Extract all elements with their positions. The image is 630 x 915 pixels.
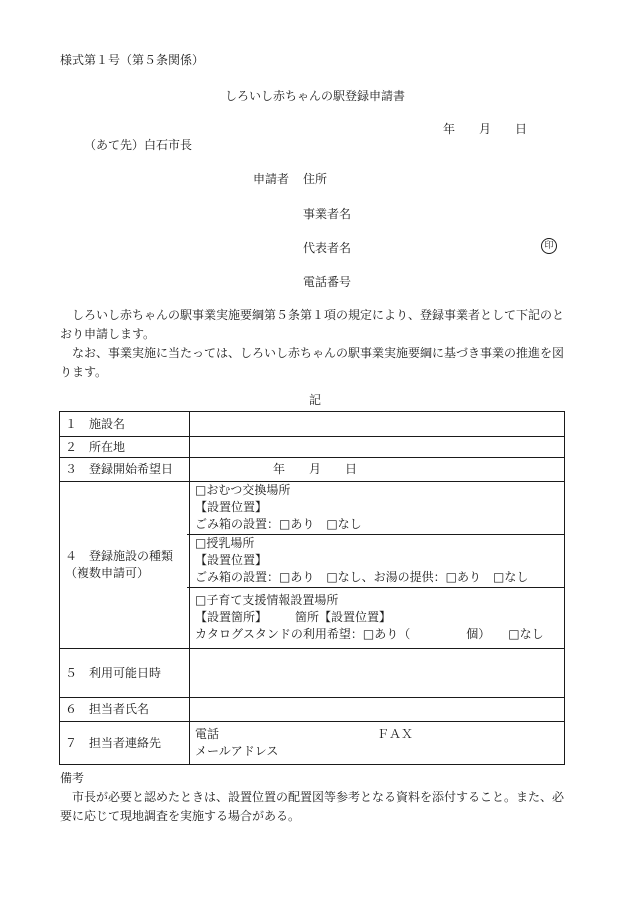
contact-name-field[interactable] bbox=[190, 698, 565, 722]
contact-info-label: ７ 担当者連絡先 bbox=[60, 722, 190, 765]
start-date-field[interactable] bbox=[190, 458, 565, 482]
start-date-text: 年 月 日 bbox=[273, 462, 358, 477]
phone-label: 電話番号 bbox=[303, 275, 352, 289]
body-paragraph-1: しろいし赤ちゃんの駅事業実施要綱第５条第１項の規定により、登録事業者として下記のとおり申請します。 bbox=[60, 308, 565, 341]
applicant-label: 申請者 bbox=[253, 172, 290, 186]
info-section bbox=[187, 588, 564, 648]
facility-name-label: １ 施設名 bbox=[60, 412, 190, 437]
document-title: しろいし赤ちゃんの駅登録申請書 bbox=[224, 89, 405, 103]
table-row-available-hours bbox=[60, 649, 565, 698]
facility-type-label bbox=[60, 482, 190, 649]
ki-heading: 記 bbox=[308, 393, 321, 407]
nursing-position: 【設置位置】 bbox=[195, 553, 268, 567]
table-row-contact-info bbox=[60, 722, 565, 765]
nursing-section bbox=[187, 535, 564, 588]
facility-type-label-line2: （複数申請可） bbox=[65, 566, 150, 580]
table-row-facility-name bbox=[60, 412, 565, 437]
table-row-start-date bbox=[60, 458, 565, 482]
form-number: 様式第１号（第５条関係） bbox=[60, 53, 205, 67]
diaper-trash[interactable]: ごみ箱の設置：□あり □なし bbox=[195, 517, 362, 531]
addressee: （あて先）白石市長 bbox=[84, 138, 193, 152]
facility-name-field[interactable] bbox=[190, 412, 565, 437]
catalog-stand-line[interactable] bbox=[195, 626, 564, 643]
info-position-label: 箇所【設置位置】 bbox=[295, 610, 392, 624]
facility-type-options bbox=[190, 482, 565, 649]
table-row-contact-name bbox=[60, 698, 565, 722]
contact-phone-line bbox=[195, 726, 564, 743]
remarks-text: 市長が必要と認めたときは、設置位置の配置図等参考となる資料を添付すること。また、必要に応じて現地調査を実施する場合がある。 bbox=[60, 790, 565, 823]
info-location-label: 【設置箇所】 bbox=[195, 610, 268, 624]
catalog-stand-yes[interactable]: カタログスタンドの利用希望：□あり（ bbox=[195, 627, 411, 641]
diaper-checkbox[interactable]: □おむつ交換場所 bbox=[195, 483, 291, 497]
start-date-label: ３ 登録開始希望日 bbox=[60, 458, 190, 482]
date-line: 年 月 日 bbox=[443, 122, 528, 136]
location-label: ２ 所在地 bbox=[60, 437, 190, 458]
contact-info-field[interactable] bbox=[190, 722, 565, 765]
table-row-location bbox=[60, 437, 565, 458]
catalog-count: 個） bbox=[466, 627, 491, 641]
registration-table bbox=[59, 411, 565, 765]
contact-name-label: ６ 担当者氏名 bbox=[60, 698, 190, 722]
info-checkbox[interactable]: □子育て支援情報設置場所 bbox=[195, 593, 339, 607]
contact-phone-label: 電話 bbox=[195, 727, 220, 741]
contact-email-label: メールアドレス bbox=[195, 744, 279, 758]
info-location-line bbox=[195, 609, 564, 626]
seal-mark: 印 bbox=[541, 238, 557, 254]
business-name-label: 事業者名 bbox=[303, 207, 352, 221]
diaper-section bbox=[187, 482, 564, 535]
body-paragraph-2: なお、事業実施に当たっては、しろいし赤ちゃんの駅事業実施要綱に基づき事業の推進を図ります。 bbox=[60, 346, 565, 379]
facility-type-label-line1: ４ 登録施設の種類 bbox=[65, 549, 174, 563]
remarks-heading: 備考 bbox=[60, 771, 85, 785]
contact-fax-label: ＦＡＸ bbox=[377, 727, 414, 741]
available-hours-label: ５ 利用可能日時 bbox=[60, 649, 190, 698]
location-field[interactable] bbox=[190, 437, 565, 458]
representative-label: 代表者名 bbox=[303, 241, 352, 255]
address-label: 住所 bbox=[303, 172, 328, 186]
catalog-stand-no[interactable]: □なし bbox=[508, 627, 544, 641]
diaper-position: 【設置位置】 bbox=[195, 500, 268, 514]
table-row-facility-types bbox=[60, 482, 565, 649]
available-hours-field[interactable] bbox=[190, 649, 565, 698]
nursing-trash-water[interactable]: ごみ箱の設置：□あり □なし、お湯の提供：□あり □なし bbox=[195, 570, 529, 584]
nursing-checkbox[interactable]: □授乳場所 bbox=[195, 536, 255, 550]
